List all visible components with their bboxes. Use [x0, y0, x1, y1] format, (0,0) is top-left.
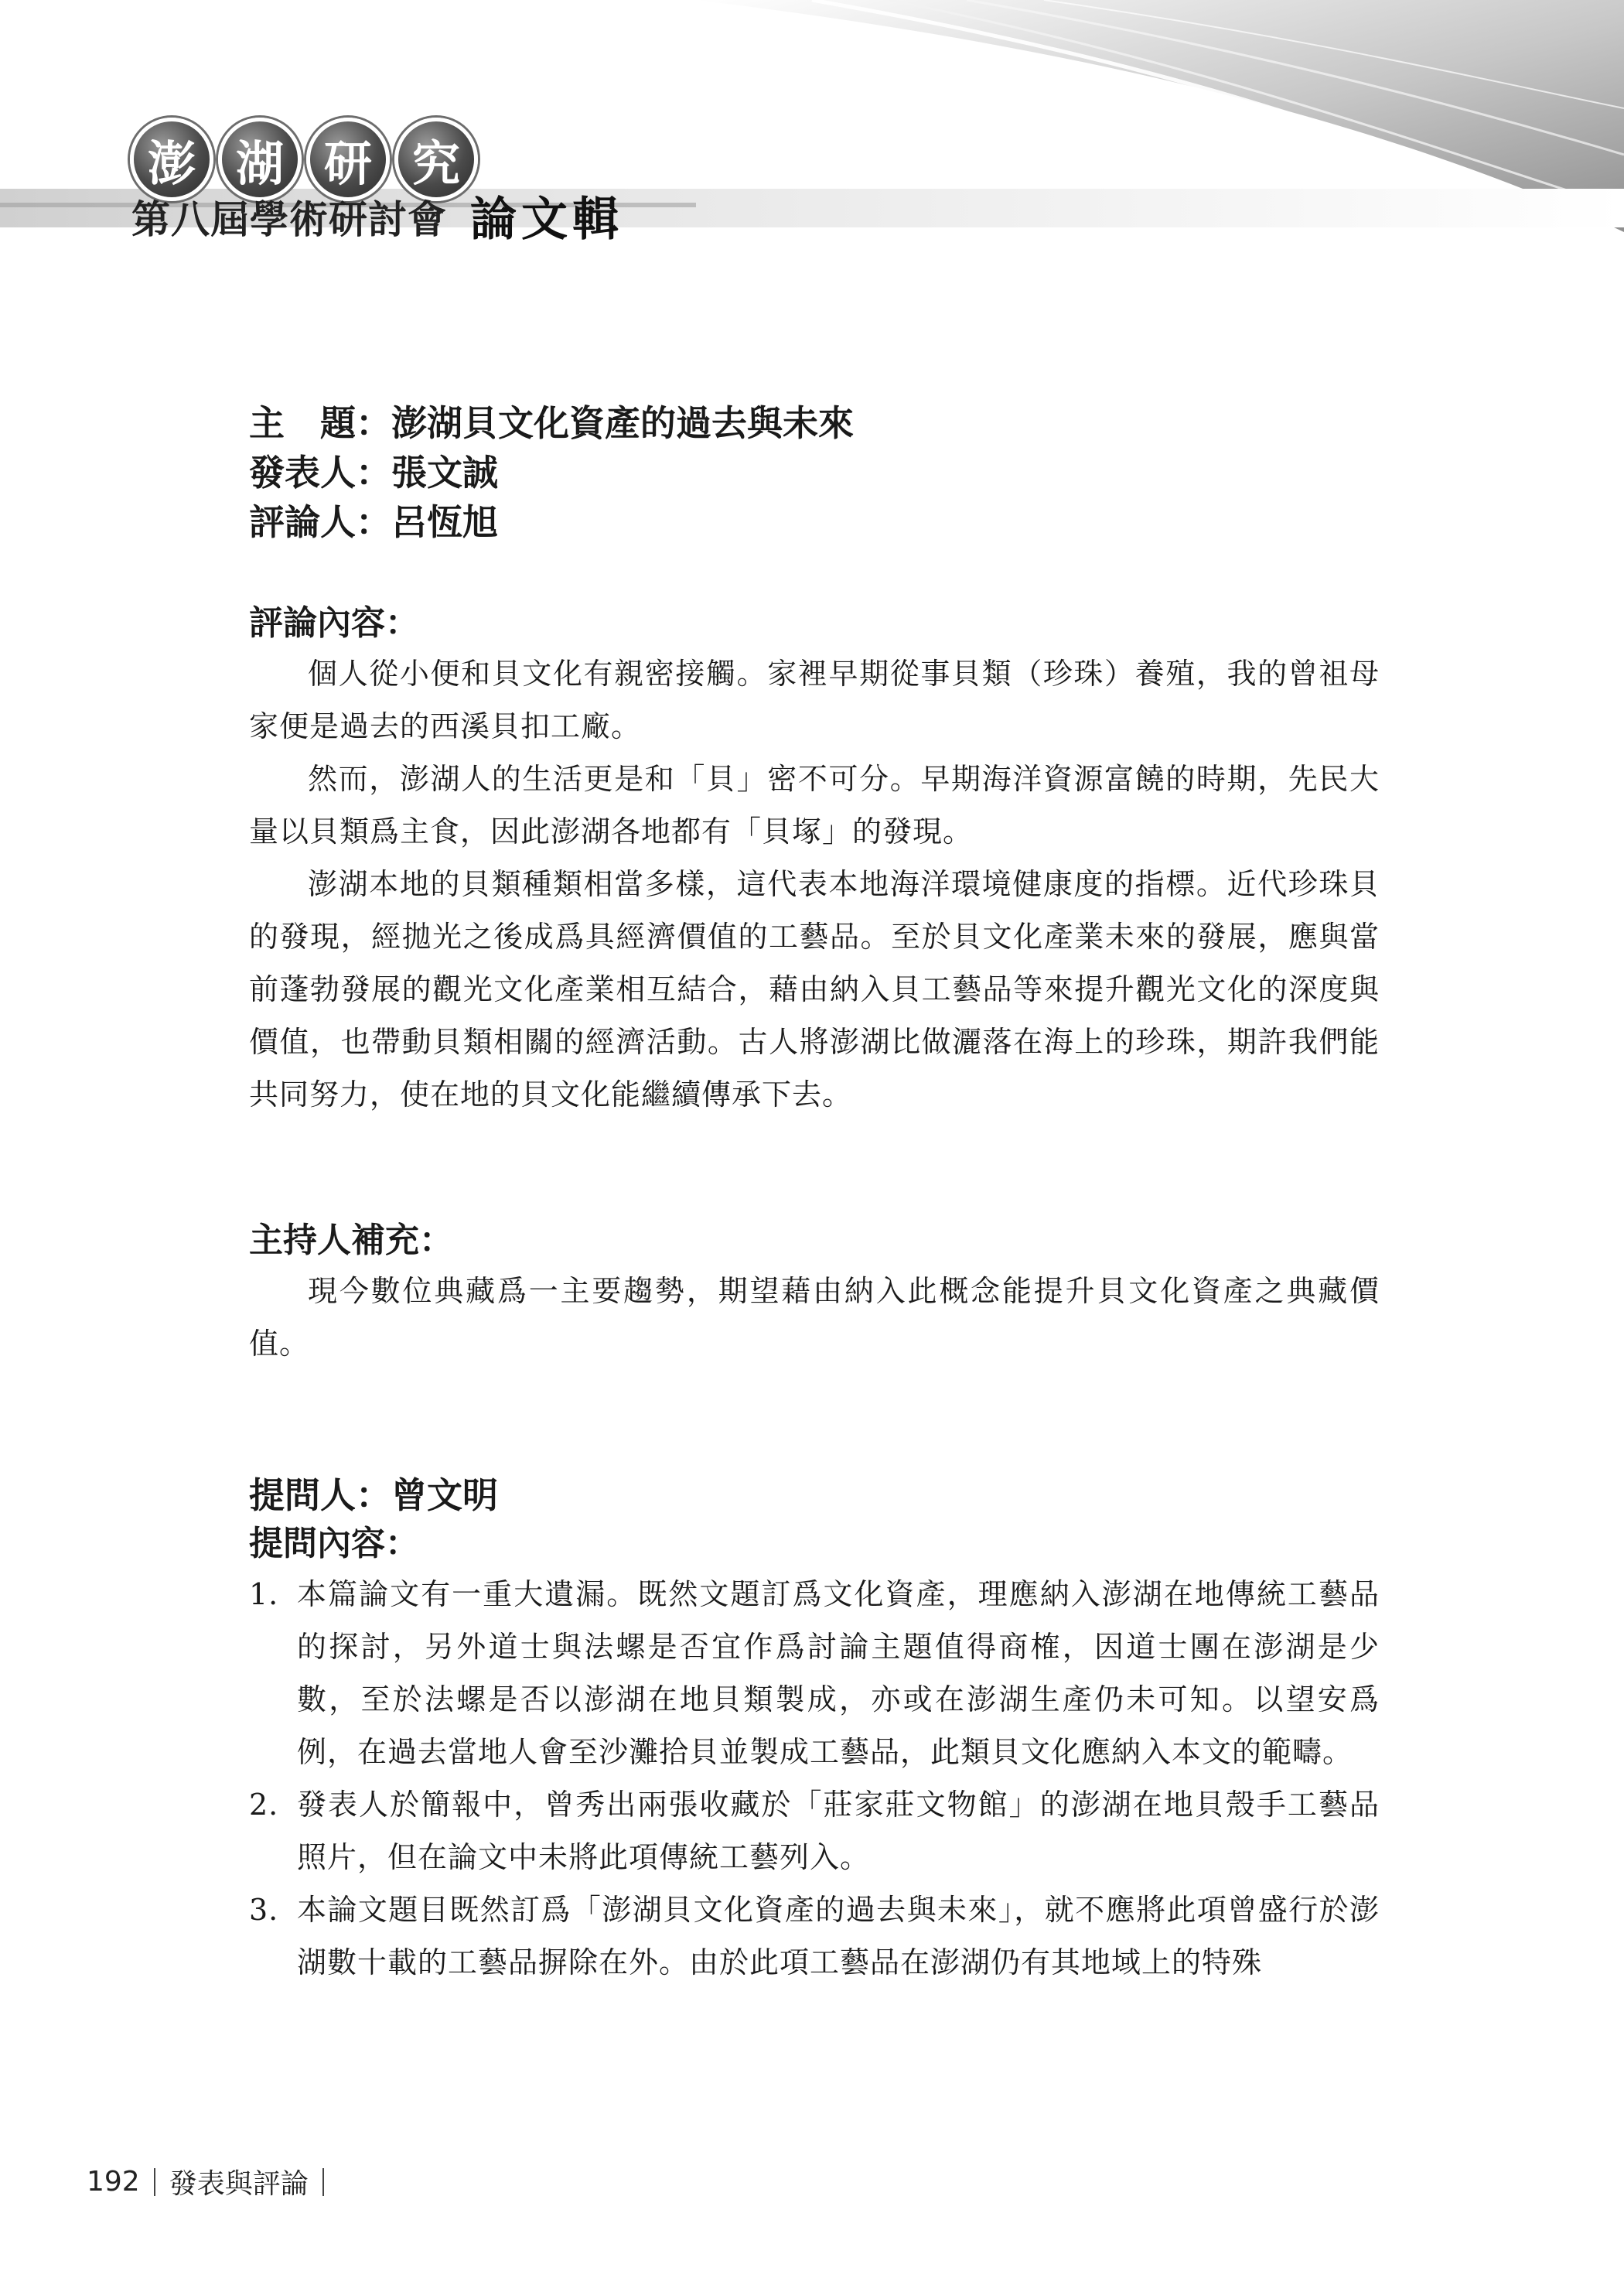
comment-heading: 評論內容： — [249, 603, 419, 643]
logo-char: 研 — [306, 118, 390, 201]
host-paragraph: 現今數位典藏爲一主要趨勢，期望藉由納入此概念能提升貝文化資產之典藏價值。 — [249, 1274, 1380, 1361]
footer-section-label: 發表與評論 — [169, 2168, 309, 2200]
page-footer — [87, 2162, 324, 2201]
topic-line — [249, 398, 1380, 448]
list-item — [249, 1568, 1380, 1778]
question-heading: 提問內容： — [249, 1524, 419, 1563]
list-item-text: 發表人於簡報中，曾秀出兩張收藏於「莊家莊文物館」的澎湖在地貝殼手工藝品照片，但在論文中未將此項傳統工藝列入。 — [297, 1788, 1380, 1874]
topic-label: 主 題： — [249, 402, 391, 444]
proceedings-label: 論文輯 — [470, 193, 623, 247]
page-number: 192 — [87, 2166, 140, 2198]
conference-title: 第八屆學術研討會 — [131, 197, 447, 242]
question-list — [249, 1568, 1380, 1989]
comment-paragraph: 然而，澎湖人的生活更是和「貝」密不可分。早期海洋資源富饒的時期，先民大量以貝類爲主食，因此澎湖各地都有「貝塚」的發現。 — [249, 762, 1380, 849]
list-item-text: 本篇論文有一重大遺漏。既然文題訂爲文化資產，理應納入澎湖在地傳統工藝品的探討，另外道士與法螺是否宜作爲討論主題值得商榷，因道士團在澎湖是少數，至於法螺是否以澎湖在地貝類製成，亦或在澎湖生產仍未可知。以望安爲例，在過去當地人會至沙灘拾貝並製成工藝品，此類貝文化應納入本文的範疇。 — [297, 1577, 1380, 1769]
asker-label: 提問人： — [249, 1474, 391, 1516]
presenter-value: 張文誠 — [391, 452, 498, 494]
list-item-text: 本論文題目既然訂爲「澎湖貝文化資產的過去與未來」，就不應將此項曾盛行於澎湖數十載的工藝品摒除在外。由於此項工藝品在澎湖仍有其地域上的特殊 — [297, 1893, 1380, 1979]
list-item-number: 3. — [249, 1893, 279, 1927]
footer-divider — [154, 2168, 155, 2196]
host-heading: 主持人補充： — [249, 1221, 453, 1260]
asker-value: 曾文明 — [391, 1474, 498, 1516]
page-header — [0, 0, 1624, 255]
list-item — [249, 1884, 1380, 1989]
logo-char: 湖 — [218, 118, 302, 201]
commenter-label: 評論人： — [249, 501, 391, 543]
logo-char: 究 — [394, 118, 478, 201]
footer-divider — [322, 2168, 324, 2196]
presenter-line — [249, 448, 1380, 497]
asker-line — [249, 1470, 1380, 1520]
list-item — [249, 1778, 1380, 1884]
comment-paragraph: 澎湖本地的貝類種類相當多樣，這代表本地海洋環境健康度的指標。近代珍珠貝的發現，經拋光之後成爲具經濟價值的工藝品。至於貝文化產業未來的發展，應與當前蓬勃發展的觀光文化產業相互結合，藉由納入貝工藝品等來提升觀光文化的深度與價值，也帶動貝類相關的經濟活動。古人將澎湖比做灑落在海上的珍珠，期許我們能共同努力，使在地的貝文化能繼續傳承下去。 — [249, 867, 1380, 1112]
topic-value: 澎湖貝文化資產的過去與未來 — [391, 402, 854, 444]
comment-paragraph: 個人從小便和貝文化有親密接觸。家裡早期從事貝類（珍珠）養殖，我的曾祖母家便是過去的西溪貝扣工廠。 — [249, 657, 1380, 743]
commenter-line — [249, 497, 1380, 547]
presenter-label: 發表人： — [249, 452, 391, 494]
list-item-number: 2. — [249, 1788, 279, 1822]
main-content — [249, 398, 1380, 1989]
logo-char: 澎 — [130, 118, 213, 201]
list-item-number: 1. — [249, 1577, 279, 1611]
commenter-value: 呂恆旭 — [391, 501, 498, 543]
